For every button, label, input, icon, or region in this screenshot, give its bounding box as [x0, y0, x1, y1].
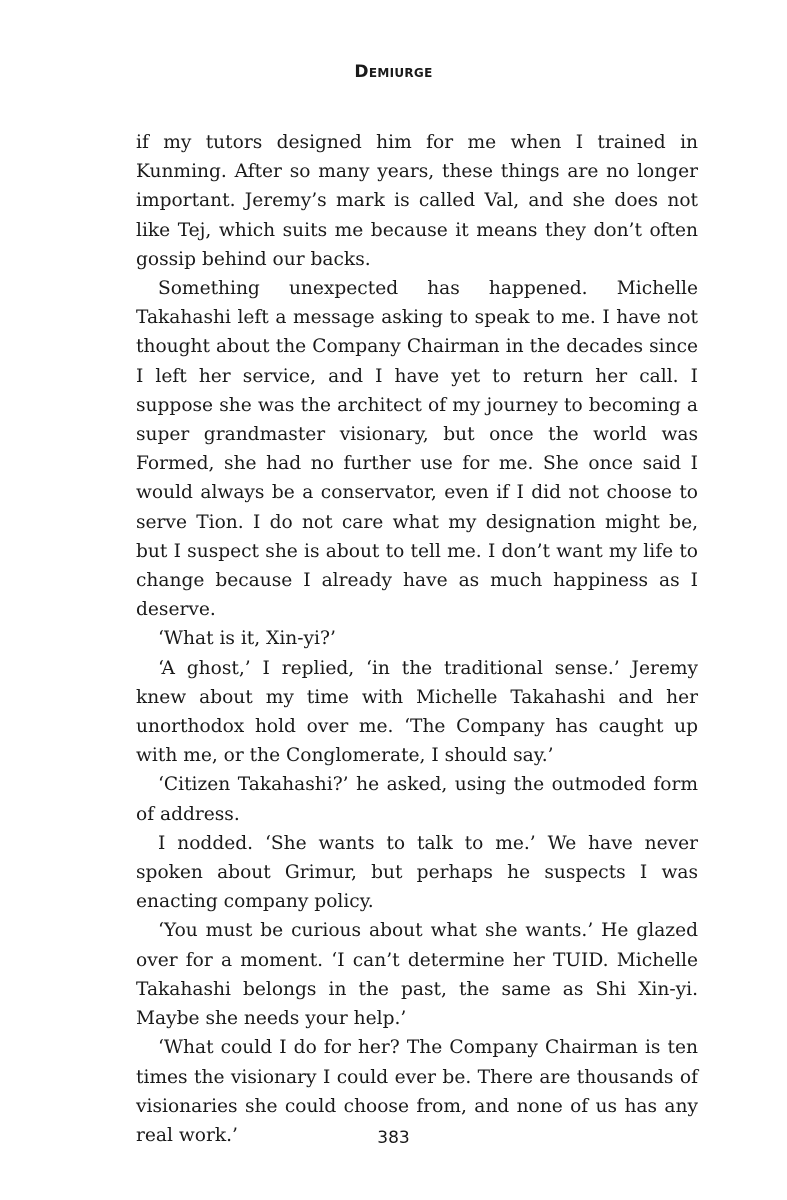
page-body-text — [136, 128, 698, 1150]
paragraph: ‘What could I do for her? The Company Chairman is ten times the visionary I could ever be. There are thousands of visionaries she could choose from, and none of us has any real work.’ — [136, 1037, 698, 1146]
paragraph: ‘You must be curious about what she wants.’ He glazed over for a moment. ‘I can’t determine her TUID. Michelle Takahashi belongs in the past, the same as Shi Xin-yi. Maybe she needs your help.’ — [136, 920, 698, 1030]
running-head-title: Demiurge — [354, 62, 433, 82]
paragraph: Something unexpected has happened. Michelle Takahashi left a message asking to speak to me. I have not thought about the Company Chairman in the decades since I left her service, and I have yet to return her call. I suppose she was the architect of my journey to becoming a super grandmaster visionary, but once the world was Formed, she had no further use for me. She once said I would always be a conservator, even if I did not choose to serve Tion. I do not care what my designation might be, but I suspect she is about to tell me. I don’t want my life to change because I already have as much happiness as I deserve. — [136, 278, 698, 621]
paragraph: ‘A ghost,’ I replied, ‘in the traditional sense.’ Jeremy knew about my time with Michelle Takahashi and her unorthodox hold over me. ‘The Company has caught up with me, or the Conglomerate, I should say.’ — [136, 657, 698, 767]
paragraph: ‘Citizen Takahashi?’ he asked, using the outmoded form of address. — [136, 774, 698, 825]
paragraph: ‘What is it, Xin-yi?’ — [158, 628, 336, 650]
paragraph: I nodded. ‘She wants to talk to me.’ We have never spoken about Grimur, but perhaps he suspects I was enacting company policy. — [136, 832, 698, 913]
page-number: 383 — [377, 1128, 410, 1148]
paragraph-continued: if my tutors designed him for me when I trained in Kunming. After so many years, these things are no longer important. Jeremy’s mark is called Val, and she does not like Tej, which suits me because it means they don’t often gossip behind our backs. — [136, 132, 698, 270]
